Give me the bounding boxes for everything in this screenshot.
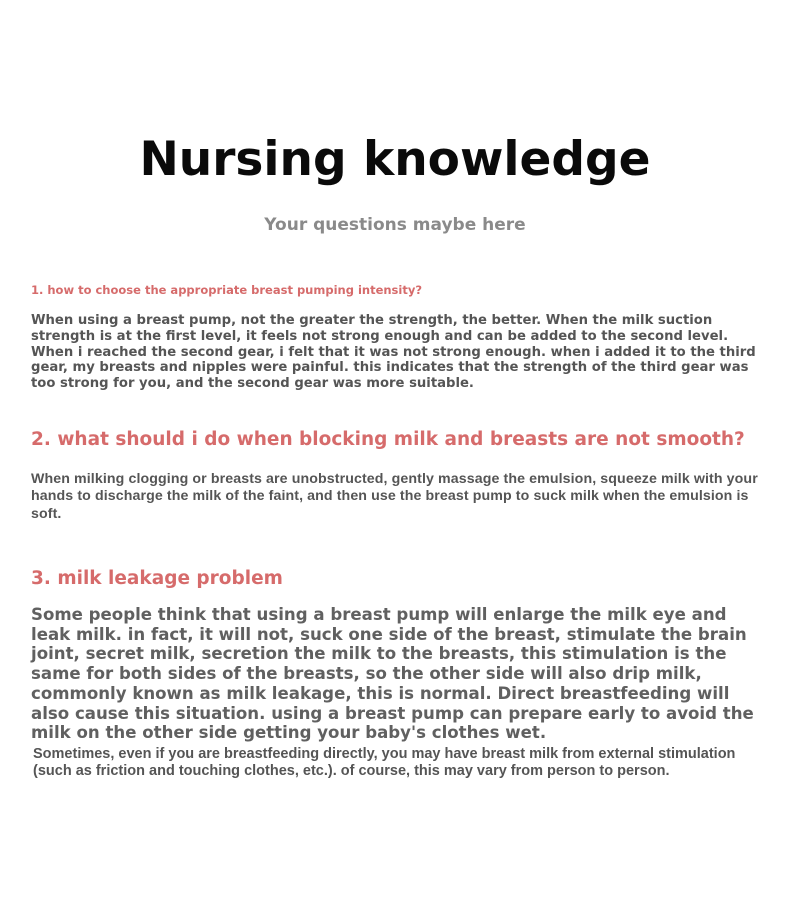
question-3-heading: 3. milk leakage problem <box>31 568 283 589</box>
answer-3-note: Sometimes, even if you are breastfeeding directly, you may have breast milk from external stimulation (such as friction and touching clothes, etc.). of course, this may vary from person to person. <box>33 746 736 780</box>
answer-3-text: Some people think that using a breast pump will enlarge the milk eye and leak milk. in fact, it will not, suck one side of the breast, stimulate the brain joint, secret milk, secretion the milk to the breasts, this stimulation is the same for both sides of the breasts, so the other side will also drip milk, commonly known as milk leakage, this is normal. Direct breastfeeding will also cause this situation. using a breast pump can prepare early to avoid the milk on the other side getting your baby's clothes wet. <box>31 605 754 743</box>
question-1-heading: 1. how to choose the appropriate breast pumping intensity? <box>31 283 423 297</box>
question-2-heading: 2. what should i do when blocking milk and breasts are not smooth? <box>31 429 745 450</box>
page-title: Nursing knowledge <box>139 132 651 187</box>
page-subtitle: Your questions maybe here <box>264 215 526 235</box>
answer-1-text: When using a breast pump, not the greater the strength, the better. When the milk suction strength is at the first level, it feels not strong enough and can be added to the second level. When i reached the second gear, i felt that it was not strong enough. when i added it to the third gear, my breasts and nipples were painful. this indicates that the strength of the third gear was too strong for you, and the second gear was more suitable. <box>31 313 756 392</box>
answer-2-text: When milking clogging or breasts are unobstructed, gently massage the emulsion, squeeze milk with your hands to discharge the milk of the faint, and then use the breast pump to suck milk when the emulsion is soft. <box>31 471 758 522</box>
